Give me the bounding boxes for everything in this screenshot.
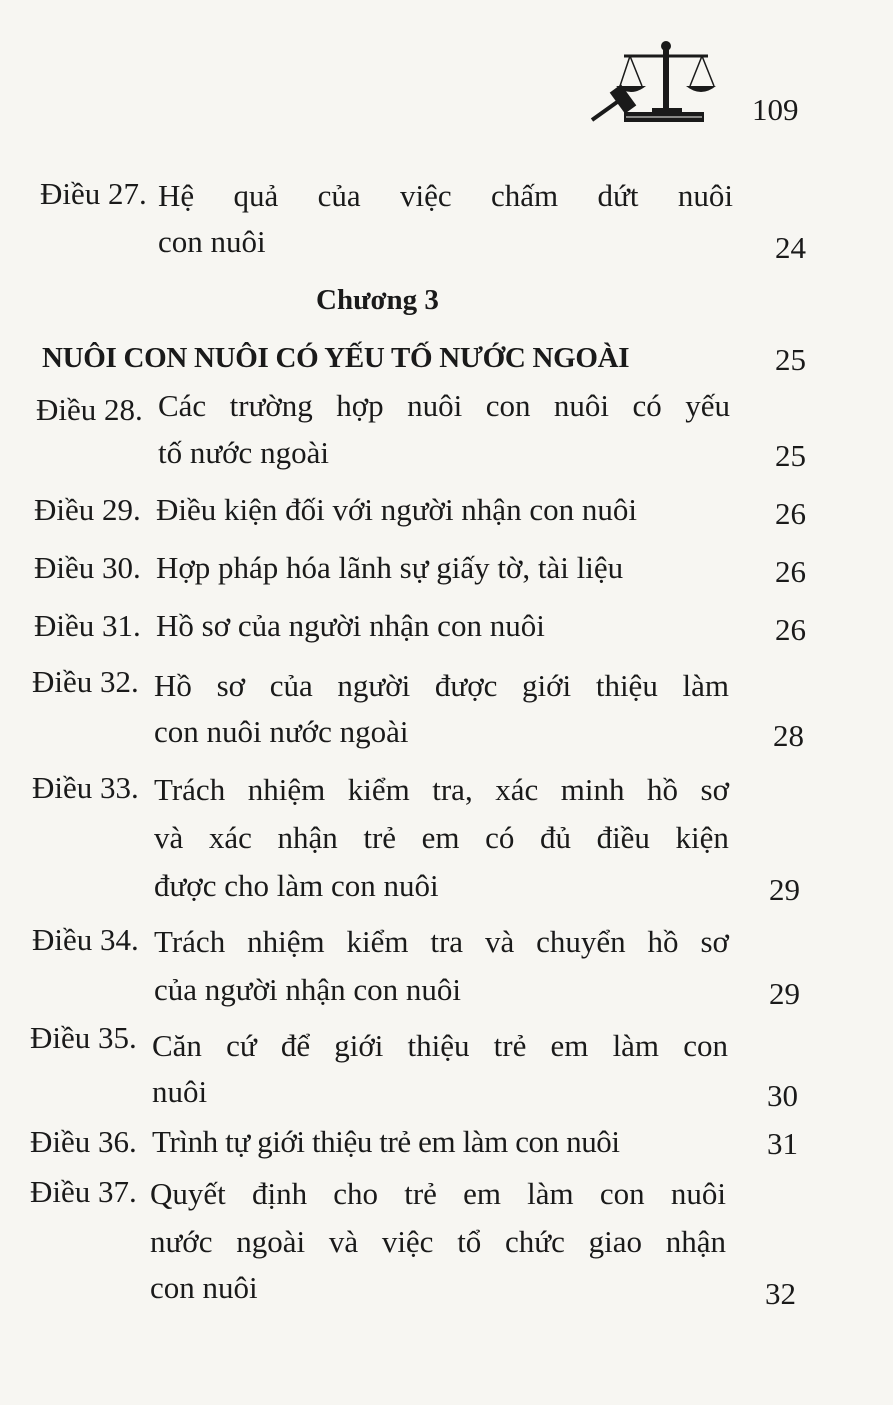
toc-word: Trách bbox=[154, 772, 226, 807]
toc-word: dứt bbox=[597, 178, 639, 213]
toc-word: kiện bbox=[675, 820, 729, 855]
toc-word: và bbox=[484, 924, 515, 959]
toc-word: thiệu bbox=[407, 1028, 470, 1063]
toc-word: để bbox=[280, 1028, 311, 1063]
toc-entry-title-line bbox=[158, 390, 730, 421]
toc-entry-title-line: con nuôi nước ngoài bbox=[154, 714, 409, 749]
chapter-label: Chương 3 bbox=[316, 284, 439, 316]
toc-word: người bbox=[337, 668, 411, 703]
toc-word: hồ bbox=[647, 772, 679, 807]
toc-word: giới bbox=[522, 668, 572, 703]
toc-word: làm bbox=[527, 1176, 574, 1211]
toc-word: tra, bbox=[432, 772, 473, 807]
toc-word: nhận bbox=[665, 1224, 726, 1259]
toc-word: việc bbox=[381, 1224, 434, 1259]
scales-of-justice-gavel-icon bbox=[590, 38, 718, 124]
toc-word: xác bbox=[208, 820, 252, 855]
toc-entry-title-line: Trình tự giới thiệu trẻ em làm con nuôi bbox=[152, 1124, 620, 1159]
toc-word: nuôi bbox=[407, 388, 463, 423]
toc-word: nuôi bbox=[670, 1176, 726, 1211]
toc-word: sơ bbox=[700, 772, 729, 807]
toc-word: em bbox=[550, 1028, 589, 1063]
toc-entry-title-line: con nuôi bbox=[150, 1270, 258, 1305]
toc-entry-label: Điều 27. bbox=[40, 176, 147, 211]
toc-word: giao bbox=[588, 1224, 642, 1259]
toc-word: của bbox=[269, 668, 313, 703]
toc-word: tra bbox=[430, 924, 464, 959]
toc-word: Hệ bbox=[158, 178, 195, 213]
toc-word: nhận bbox=[277, 820, 338, 855]
toc-entry-title-line: của người nhận con nuôi bbox=[154, 972, 461, 1007]
toc-entry-title-line bbox=[158, 180, 733, 211]
toc-word: kiểm bbox=[346, 924, 409, 959]
toc-entry-page: 28 bbox=[773, 718, 804, 753]
toc-entry-page: 31 bbox=[767, 1126, 798, 1161]
toc-word: con bbox=[599, 1176, 645, 1211]
toc-word: con bbox=[683, 1028, 728, 1063]
page-number: 109 bbox=[752, 92, 799, 127]
toc-word: cứ bbox=[226, 1028, 257, 1063]
toc-entry-page: 26 bbox=[775, 612, 806, 647]
toc-word: chấm bbox=[491, 178, 559, 213]
toc-word: Quyết bbox=[150, 1176, 226, 1211]
toc-entry-title-line: Hợp pháp hóa lãnh sự giấy tờ, tài liệu bbox=[156, 550, 624, 585]
toc-entry-label: Điều 37. bbox=[30, 1174, 137, 1209]
chapter-page: 25 bbox=[775, 342, 806, 377]
toc-word: con bbox=[485, 388, 531, 423]
toc-entry-label: Điều 32. bbox=[32, 664, 139, 699]
toc-entry-title-line bbox=[154, 822, 729, 853]
toc-word: nước bbox=[150, 1224, 213, 1259]
toc-entry-page: 29 bbox=[769, 976, 800, 1011]
toc-word: sơ bbox=[216, 668, 246, 703]
toc-word: minh bbox=[560, 772, 625, 807]
toc-word: trẻ bbox=[363, 820, 397, 855]
toc-entry-page: 32 bbox=[765, 1276, 796, 1311]
toc-entry-title-line: con nuôi bbox=[158, 224, 266, 259]
toc-word: Các bbox=[158, 388, 207, 423]
toc-entry-title-line: Hồ sơ của người nhận con nuôi bbox=[156, 608, 545, 643]
toc-word: làm bbox=[682, 668, 729, 703]
toc-word: nuôi bbox=[553, 388, 610, 423]
toc-word: hợp bbox=[336, 388, 384, 423]
toc-entry-page: 26 bbox=[775, 554, 806, 589]
toc-word: hồ bbox=[647, 924, 679, 959]
toc-entry-title-line: được cho làm con nuôi bbox=[154, 868, 439, 903]
toc-entry-title-line: Điều kiện đối với người nhận con nuôi bbox=[156, 492, 637, 527]
toc-word: cho bbox=[333, 1176, 379, 1211]
toc-word: nhiệm bbox=[247, 924, 325, 959]
toc-entry-title-line bbox=[154, 774, 729, 805]
toc-entry-title-line bbox=[154, 926, 729, 957]
toc-word: làm bbox=[612, 1028, 660, 1063]
toc-word: Trách bbox=[154, 924, 226, 959]
toc-entry-label: Điều 30. bbox=[34, 550, 141, 585]
toc-entry-page: 24 bbox=[775, 230, 806, 265]
toc-word: điều bbox=[596, 820, 650, 855]
toc-word: có bbox=[632, 388, 662, 423]
toc-word: tổ bbox=[457, 1224, 482, 1259]
toc-word: quả bbox=[233, 178, 279, 213]
toc-entry-label: Điều 36. bbox=[30, 1124, 137, 1159]
toc-word: trường bbox=[229, 388, 313, 423]
toc-word: chuyển bbox=[536, 924, 626, 959]
toc-word: em bbox=[421, 820, 460, 855]
toc-word: và bbox=[154, 820, 184, 855]
toc-word: và bbox=[328, 1224, 359, 1259]
chapter-title: NUÔI CON NUÔI CÓ YẾU TỐ NƯỚC NGOÀI bbox=[42, 342, 630, 374]
toc-word: yếu bbox=[685, 388, 730, 423]
toc-entry-label: Điều 31. bbox=[34, 608, 141, 643]
toc-word: việc bbox=[400, 178, 452, 213]
toc-word: Hồ bbox=[154, 668, 192, 703]
toc-entry-page: 30 bbox=[767, 1078, 798, 1113]
toc-entry-label: Điều 33. bbox=[32, 770, 139, 805]
toc-word: được bbox=[434, 668, 498, 703]
toc-word: ngoài bbox=[236, 1224, 306, 1259]
toc-word: đủ bbox=[539, 820, 571, 855]
toc-entry-label: Điều 35. bbox=[30, 1020, 137, 1055]
toc-word: sơ bbox=[700, 924, 729, 959]
toc-word: xác bbox=[495, 772, 539, 807]
toc-entry-title-line bbox=[150, 1178, 726, 1209]
toc-entry-title-line: nuôi bbox=[152, 1074, 208, 1109]
toc-word: trẻ bbox=[493, 1028, 527, 1063]
toc-entry-page: 25 bbox=[775, 438, 806, 473]
toc-word: thiệu bbox=[595, 668, 658, 703]
toc-word: nuôi bbox=[677, 178, 733, 213]
toc-word: nhiệm bbox=[247, 772, 326, 807]
toc-word: chức bbox=[505, 1224, 565, 1259]
toc-word: trẻ bbox=[404, 1176, 437, 1211]
toc-word: giới bbox=[334, 1028, 384, 1063]
toc-entry-label: Điều 28. bbox=[36, 392, 143, 427]
toc-word: Căn bbox=[152, 1028, 202, 1063]
toc-entry-title-line bbox=[154, 670, 729, 701]
toc-entry-page: 29 bbox=[769, 872, 800, 907]
toc-entry-title-line bbox=[150, 1226, 726, 1257]
toc-entry-page: 26 bbox=[775, 496, 806, 531]
toc-entry-label: Điều 34. bbox=[32, 922, 139, 957]
toc-entry-title-line bbox=[152, 1030, 728, 1061]
toc-word: em bbox=[463, 1176, 501, 1211]
toc-entry-title-line: tố nước ngoài bbox=[158, 435, 329, 470]
toc-word: của bbox=[317, 178, 361, 213]
toc-word: định bbox=[251, 1176, 308, 1211]
toc-word: có bbox=[485, 820, 515, 855]
toc-entry-label: Điều 29. bbox=[34, 492, 141, 527]
toc-word: kiểm bbox=[347, 772, 410, 807]
